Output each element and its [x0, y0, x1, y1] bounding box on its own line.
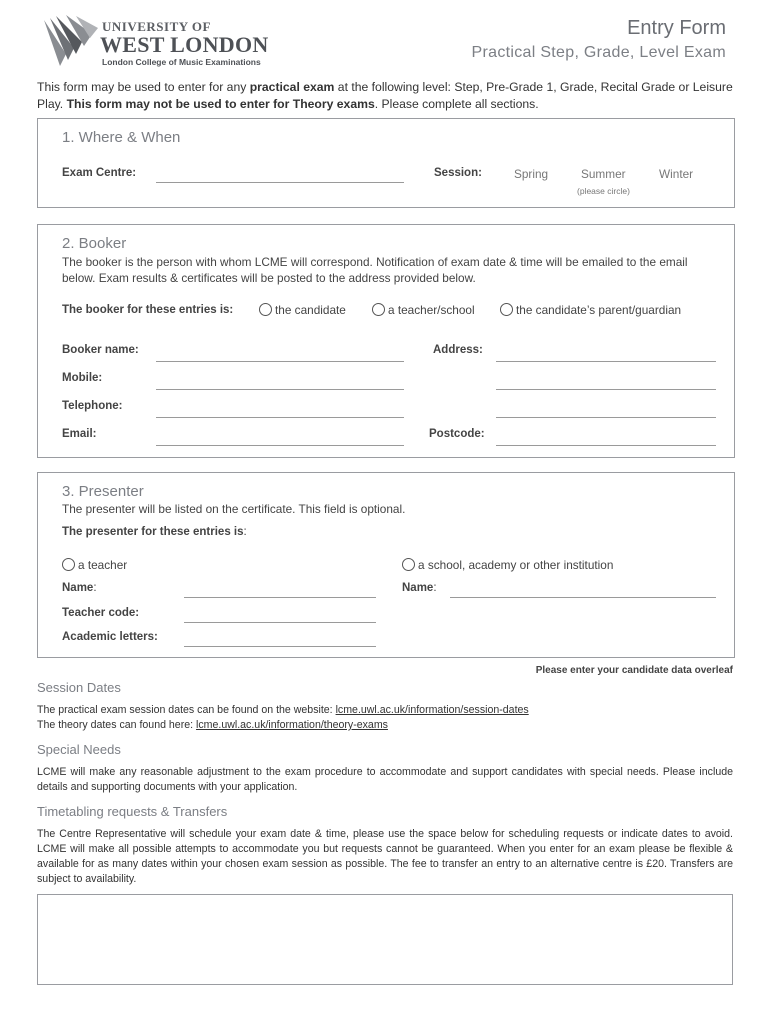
presenter-option-teacher-label: a teacher	[78, 558, 128, 572]
presenter-option-school[interactable]	[402, 558, 613, 572]
teacher-code-field[interactable]	[184, 622, 376, 623]
session-dates-text	[37, 703, 737, 733]
teacher-name-label	[62, 582, 97, 594]
session-dates-line-2-text: The theory dates can found here:	[37, 719, 197, 731]
session-dates-line-1	[37, 703, 737, 718]
address-label: Address:	[433, 344, 483, 356]
timetabling-requests-textarea[interactable]	[37, 894, 733, 985]
radio-icon[interactable]	[62, 558, 75, 571]
please-circle-note: (please circle)	[577, 186, 630, 196]
presenter-option-school-label: a school, academy or other institution	[418, 558, 614, 572]
booker-name-label: Booker name:	[62, 344, 139, 356]
special-needs-text: LCME will make any reasonable adjustment to the exam procedure to accommodate and support candidates with special needs. Please include details and supporting documents with your application.	[37, 766, 733, 793]
session-label: Session:	[434, 167, 482, 179]
address-field-3[interactable]	[496, 417, 716, 418]
logo-line-university-of: UNIVERSITY OF	[102, 19, 211, 34]
booker-option-parent[interactable]	[500, 303, 681, 317]
intro-text-2: at the following level: Step, Pre-Grade 1, Grade, Recital Grade or Leisure Play.	[37, 80, 733, 111]
form-title: Entry Form	[627, 17, 726, 39]
mobile-label: Mobile:	[62, 372, 103, 384]
teacher-code-label: Teacher code:	[62, 607, 140, 619]
intro-text-3: . Please complete all sections.	[374, 97, 539, 111]
intro-paragraph	[37, 79, 737, 113]
teacher-name-colon: :	[93, 582, 97, 594]
session-summer-option[interactable]: Summer	[581, 167, 626, 181]
intro-text-1: This form may be used to enter for any	[37, 80, 250, 94]
radio-icon[interactable]	[259, 303, 272, 316]
booker-option-parent-label: the candidate’s parent/guardian	[516, 303, 682, 317]
email-field[interactable]	[156, 445, 404, 446]
teacher-name-text: Name	[62, 582, 94, 594]
booker-option-teacher[interactable]	[372, 303, 475, 317]
booker-name-field[interactable]	[156, 361, 404, 362]
where-when-title: 1. Where & When	[62, 129, 181, 146]
presenter-description: The presenter will be listed on the certificate. This field is optional.	[62, 502, 406, 516]
special-needs-title: Special Needs	[37, 742, 121, 757]
postcode-label: Postcode:	[429, 428, 485, 440]
session-winter-option[interactable]: Winter	[659, 167, 694, 181]
booker-option-candidate-label: the candidate	[275, 303, 346, 317]
presenter-is-colon: :	[243, 526, 247, 538]
theory-dates-link[interactable]: lcme.uwl.ac.uk/information/theory-exams	[196, 719, 388, 731]
practical-dates-link[interactable]: lcme.uwl.ac.uk/information/session-dates	[335, 704, 529, 716]
booker-is-label: The booker for these entries is:	[62, 304, 234, 316]
exam-centre-label: Exam Centre:	[62, 167, 137, 179]
intro-bold-1: practical exam	[249, 80, 335, 94]
form-subtitle: Practical Step, Grade, Level Exam	[471, 44, 726, 61]
teacher-name-field[interactable]	[184, 597, 376, 598]
telephone-label: Telephone:	[62, 400, 123, 412]
logo-line-lcme: London College of Music Examinations	[102, 57, 261, 67]
address-field-1[interactable]	[496, 361, 716, 362]
school-name-colon: :	[433, 582, 437, 594]
intro-bold-2: This form may not be used to enter for Theory exams	[66, 97, 375, 111]
mobile-field[interactable]	[156, 389, 404, 390]
school-name-label	[402, 582, 437, 594]
radio-icon[interactable]	[500, 303, 513, 316]
exam-centre-field[interactable]	[156, 182, 404, 183]
booker-section	[37, 224, 735, 458]
postcode-field[interactable]	[496, 445, 716, 446]
booker-option-teacher-label: a teacher/school	[388, 303, 475, 317]
presenter-is-label	[62, 526, 247, 538]
email-label: Email:	[62, 428, 97, 440]
presenter-section	[37, 472, 735, 658]
academic-letters-field[interactable]	[184, 646, 376, 647]
telephone-field[interactable]	[156, 417, 404, 418]
timetabling-title: Timetabling requests & Transfers	[37, 804, 228, 819]
logo-line-west-london: WEST LONDON	[100, 32, 269, 57]
address-field-2[interactable]	[496, 389, 716, 390]
session-dates-line-1-text: The practical exam session dates can be found on the website:	[37, 704, 336, 716]
timetabling-text: The Centre Representative will schedule your exam date & time, please use the space below for scheduling requests or indicate dates to avoid. LCME will make all possible attempts to accommodate you but requests cannot be guaranteed. When you enter for an exam please be flexible & available for as many dates within your chosen exam session as possible. The fee to transfer an entry to an alternative centre is £20. Transfers are subject to availability.	[37, 828, 733, 885]
session-spring-option[interactable]: Spring	[514, 167, 549, 181]
uwl-wing-icon	[40, 14, 100, 70]
school-name-field[interactable]	[450, 597, 716, 598]
booker-description: The booker is the person with whom LCME will correspond. Notification of exam date & time will be emailed to the email below. Exam results & certificates will be posted to the address provided below.	[62, 255, 688, 285]
radio-icon[interactable]	[402, 558, 415, 571]
overleaf-note: Please enter your candidate data overleaf	[535, 665, 733, 676]
academic-letters-label: Academic letters:	[62, 631, 158, 643]
where-when-section	[37, 118, 735, 208]
booker-title: 2. Booker	[62, 235, 127, 252]
presenter-title: 3. Presenter	[62, 483, 144, 500]
presenter-is-text: The presenter for these entries is	[62, 526, 244, 538]
presenter-option-teacher[interactable]	[62, 558, 127, 572]
session-dates-line-2	[37, 718, 737, 733]
school-name-text: Name	[402, 582, 434, 594]
radio-icon[interactable]	[372, 303, 385, 316]
session-dates-title: Session Dates	[37, 680, 121, 695]
booker-option-candidate[interactable]	[259, 303, 346, 317]
